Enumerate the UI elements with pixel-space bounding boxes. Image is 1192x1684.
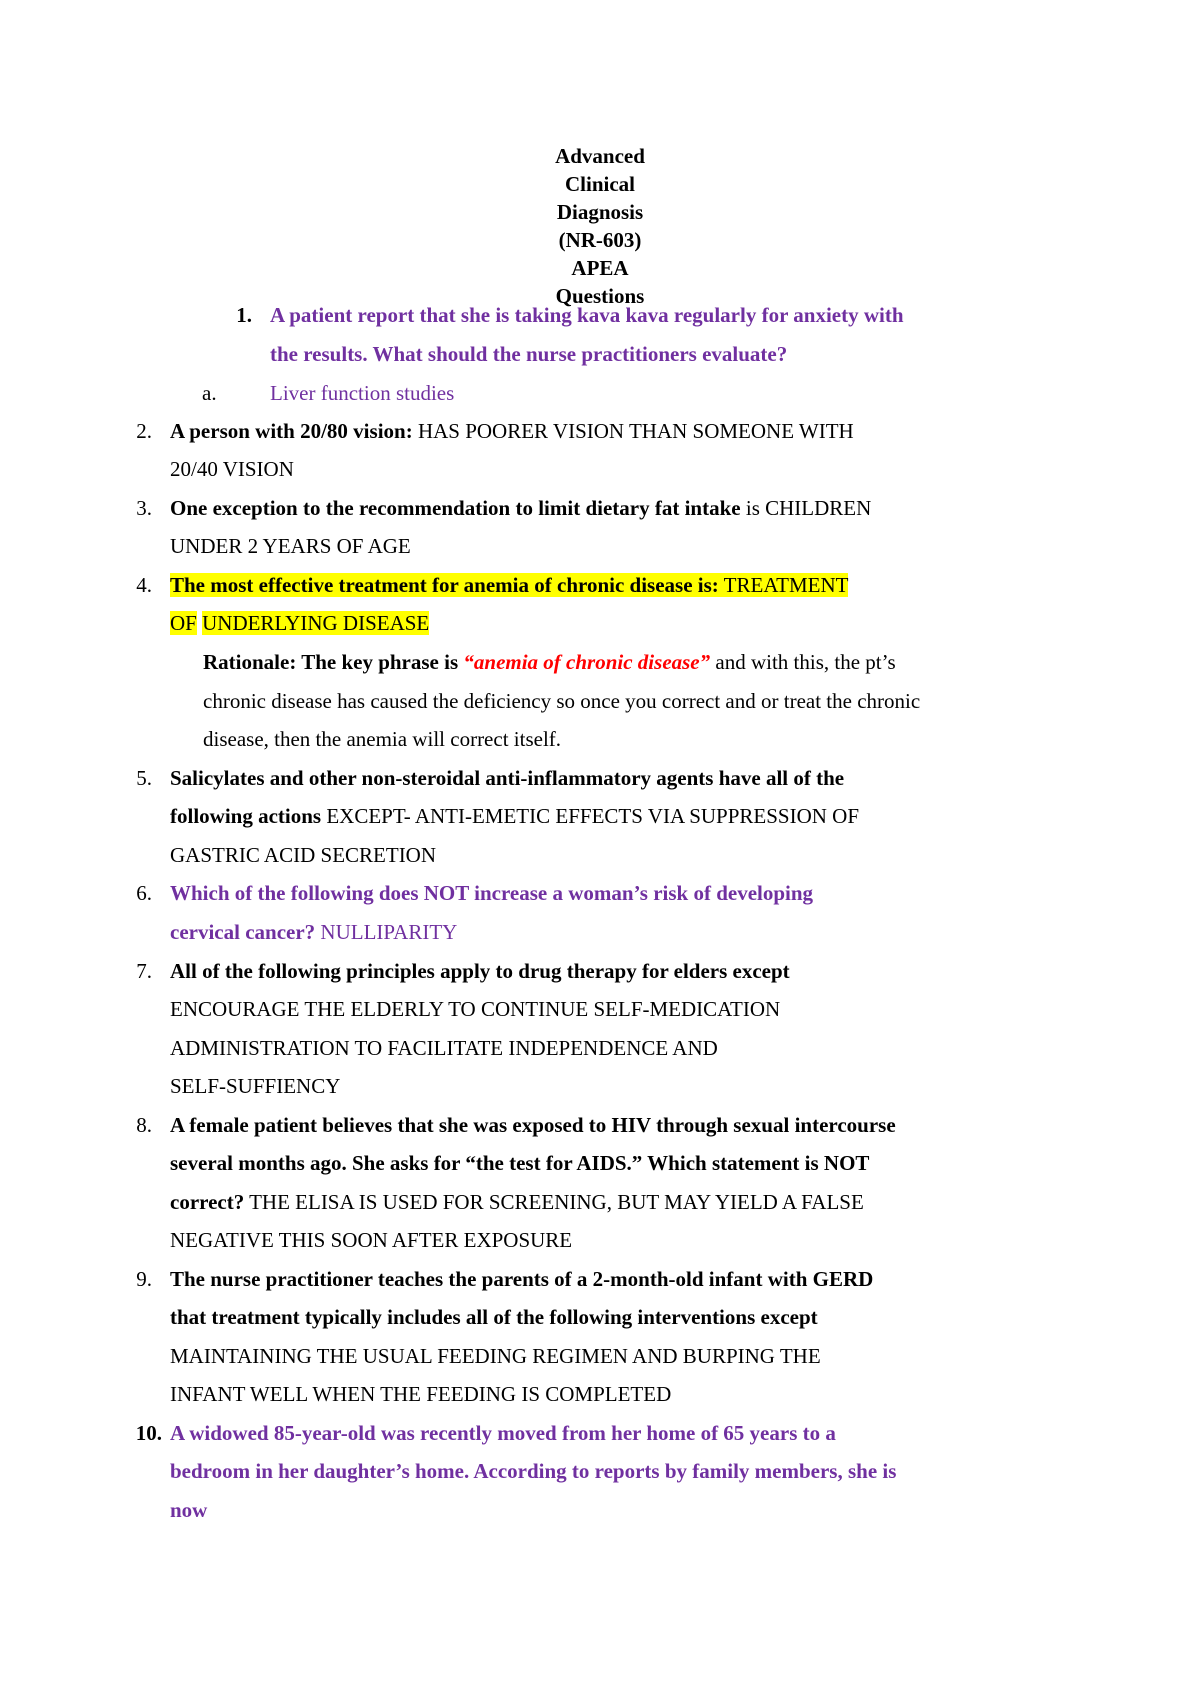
question-text: now: [170, 1498, 208, 1522]
question-number: 8.: [136, 1113, 152, 1137]
answer-text: GASTRIC ACID SECRETION: [170, 843, 437, 867]
rationale-text: chronic disease has caused the deficiency so once you correct and or treat the chronic: [203, 689, 921, 713]
question-text: A widowed 85-year-old was recently moved from her home of 65 years to a: [170, 1421, 836, 1445]
question-text: several months ago. She asks for “the test for AIDS.” Which statement is NOT: [170, 1151, 870, 1175]
question-text: The nurse practitioner teaches the parents of a 2-month-old infant with GERD: [170, 1267, 874, 1291]
key-phrase: “anemia of chronic disease”: [463, 650, 711, 674]
answer-text: SELF-SUFFIENCY: [170, 1074, 341, 1098]
answer-text: THE ELISA IS USED FOR SCREENING, BUT MAY YIELD A FALSE: [244, 1190, 864, 1214]
title-line: Diagnosis: [556, 200, 644, 224]
question-line: [170, 1190, 864, 1214]
question-number: 3.: [136, 496, 152, 520]
rationale-label: Rationale: The key phrase is: [203, 650, 464, 674]
answer-text: INFANT WELL WHEN THE FEEDING IS COMPLETED: [170, 1382, 672, 1406]
question-line: [170, 804, 859, 828]
answer-text: UNDER 2 YEARS OF AGE: [170, 534, 411, 558]
question-number: 6.: [136, 881, 152, 905]
question-number: 7.: [136, 959, 152, 983]
title-line: Advanced: [555, 144, 645, 168]
answer-text: MAINTAINING THE USUAL FEEDING REGIMEN AND BURPING THE: [170, 1344, 821, 1368]
answer-text: UNDERLYING DISEASE: [202, 611, 430, 635]
rationale-line: [203, 650, 896, 674]
answer-text: TREATMENT: [718, 573, 849, 597]
answer-text: NULLIPARITY: [315, 920, 458, 944]
answer-text: ADMINISTRATION TO FACILITATE INDEPENDENCE AND: [170, 1036, 718, 1060]
option-letter: a.: [202, 381, 217, 405]
question-number: 4.: [136, 573, 152, 597]
question-text: the results. What should the nurse practitioners evaluate?: [270, 342, 788, 366]
answer-text: is CHILDREN: [740, 496, 872, 520]
answer-text: ENCOURAGE THE ELDERLY TO CONTINUE SELF-MEDICATION: [170, 997, 781, 1021]
question-text: The most effective treatment for anemia of chronic disease is:: [170, 573, 719, 597]
question-line: [170, 496, 871, 520]
answer-line: [170, 611, 429, 635]
rationale-text: disease, then the anemia will correct itself.: [203, 727, 562, 751]
question-text: A female patient believes that she was exposed to HIV through sexual intercourse: [170, 1113, 896, 1137]
title-line: Clinical: [564, 172, 635, 196]
question-text: Salicylates and other non-steroidal anti-inflammatory agents have all of the: [170, 766, 845, 790]
answer-text: EXCEPT- ANTI-EMETIC EFFECTS VIA SUPPRESSION OF: [321, 804, 860, 828]
question-text: All of the following principles apply to drug therapy for elders except: [170, 959, 790, 983]
question-text: Which of the following does NOT increase a woman’s risk of developing: [170, 881, 814, 905]
answer-text: HAS POORER VISION THAN SOMEONE WITH: [412, 419, 854, 443]
question-text: cervical cancer?: [170, 920, 316, 944]
question-text: that treatment typically includes all of the following interventions except: [170, 1305, 818, 1329]
question-text: A person with 20/80 vision:: [170, 419, 413, 443]
question-number: 10.: [135, 1421, 162, 1445]
answer-text: OF: [170, 611, 197, 635]
question-number: 9.: [136, 1267, 152, 1291]
question-text: following actions: [170, 804, 322, 828]
highlighted-question-line: [170, 573, 848, 597]
question-number: 5.: [136, 766, 152, 790]
title-line: APEA: [571, 256, 629, 280]
question-line: [170, 419, 854, 443]
answer-text: Liver function studies: [270, 381, 455, 405]
rationale-text: and with this, the pt’s: [710, 650, 896, 674]
question-number: 2.: [136, 419, 152, 443]
question-text: correct?: [170, 1190, 245, 1214]
question-text: One exception to the recommendation to limit dietary fat intake: [170, 496, 741, 520]
document-title: [480, 142, 720, 310]
question-number: 1.: [236, 303, 252, 327]
title-line: (NR-603): [558, 228, 642, 252]
title-line: Questions: [555, 284, 645, 308]
question-line: [170, 920, 457, 944]
question-text: A patient report that she is taking kava kava regularly for anxiety with: [270, 303, 904, 327]
answer-text: NEGATIVE THIS SOON AFTER EXPOSURE: [170, 1228, 573, 1252]
answer-text: 20/40 VISION: [170, 457, 294, 481]
question-text: bedroom in her daughter’s home. According to reports by family members, she is: [170, 1459, 897, 1483]
